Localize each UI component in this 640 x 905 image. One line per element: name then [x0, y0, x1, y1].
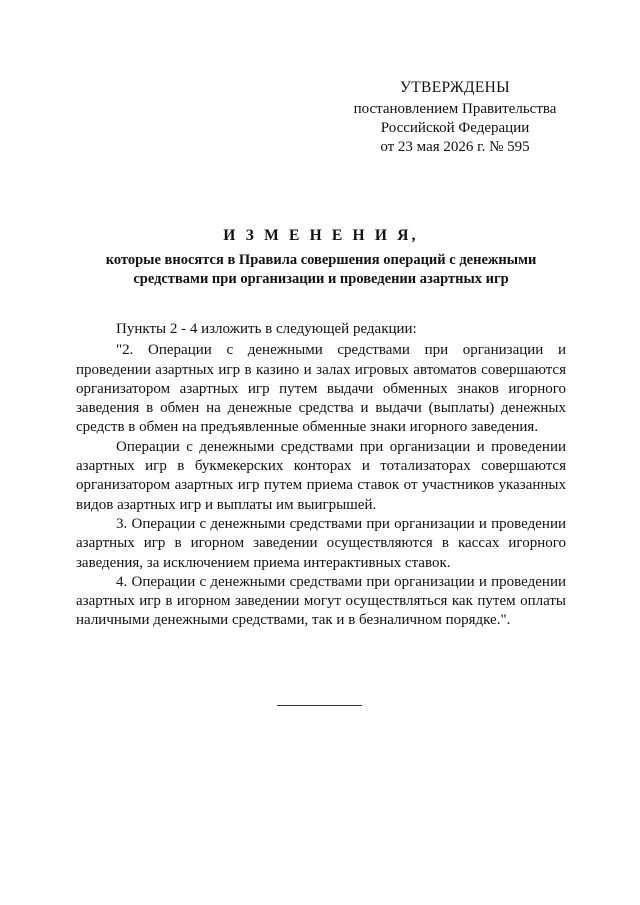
- document-subtitle-line1: которые вносятся в Правила совершения операций с денежными: [105, 252, 537, 268]
- approval-line-country: Российской Федерации: [380, 120, 530, 136]
- approval-line-date: от 23 мая 2026 г. № 595: [380, 139, 530, 155]
- closing-separator-line: [277, 705, 362, 706]
- approval-line-decree: постановлением Правительства: [353, 101, 557, 117]
- body-paragraph-2-continued: Операции с денежными средствами при организации и проведении азартных игр в букмекерских конторах и тотализаторах совершаются организатором азартных игр путем приема ставок от участников указанных видов азартных игр и выплаты им выигрышей.: [76, 438, 566, 513]
- title-block: [76, 226, 566, 289]
- document-subtitle-line2: средствами при организации и проведении азартных игр: [133, 271, 509, 287]
- body-paragraph-2: "2. Операции с денежными средствами при организации и проведении азартных игр в казино и залах игровых автоматов совершаются организатором азартных игр путем выдачи обменных знаков игорного заведения в обмен на денежные средства и выдачи (выплаты) денежных средств в обмен на предъявленные обменные знаки игорного заведения.: [76, 342, 566, 436]
- body-intro: Пункты 2 - 4 изложить в следующей редакции:: [116, 321, 417, 337]
- document-heading: И З М Е Н Е Н И Я,: [223, 227, 419, 244]
- body-paragraph-3: 3. Операции с денежными средствами при организации и проведении азартных игр в игорном заведении осуществляются в кассах игорного заведения, за исключением приема интерактивных ставок.: [76, 515, 566, 571]
- body-paragraph-4: 4. Операции с денежными средствами при организации и проведении азартных игр в игорном заведении могут осуществляться как путем оплаты наличными денежными средствами, так и в безналичном порядке.".: [76, 573, 566, 629]
- approved-label: УТВЕРЖДЕНЫ: [400, 79, 510, 96]
- document-body: [76, 320, 566, 631]
- approval-block: [330, 78, 580, 157]
